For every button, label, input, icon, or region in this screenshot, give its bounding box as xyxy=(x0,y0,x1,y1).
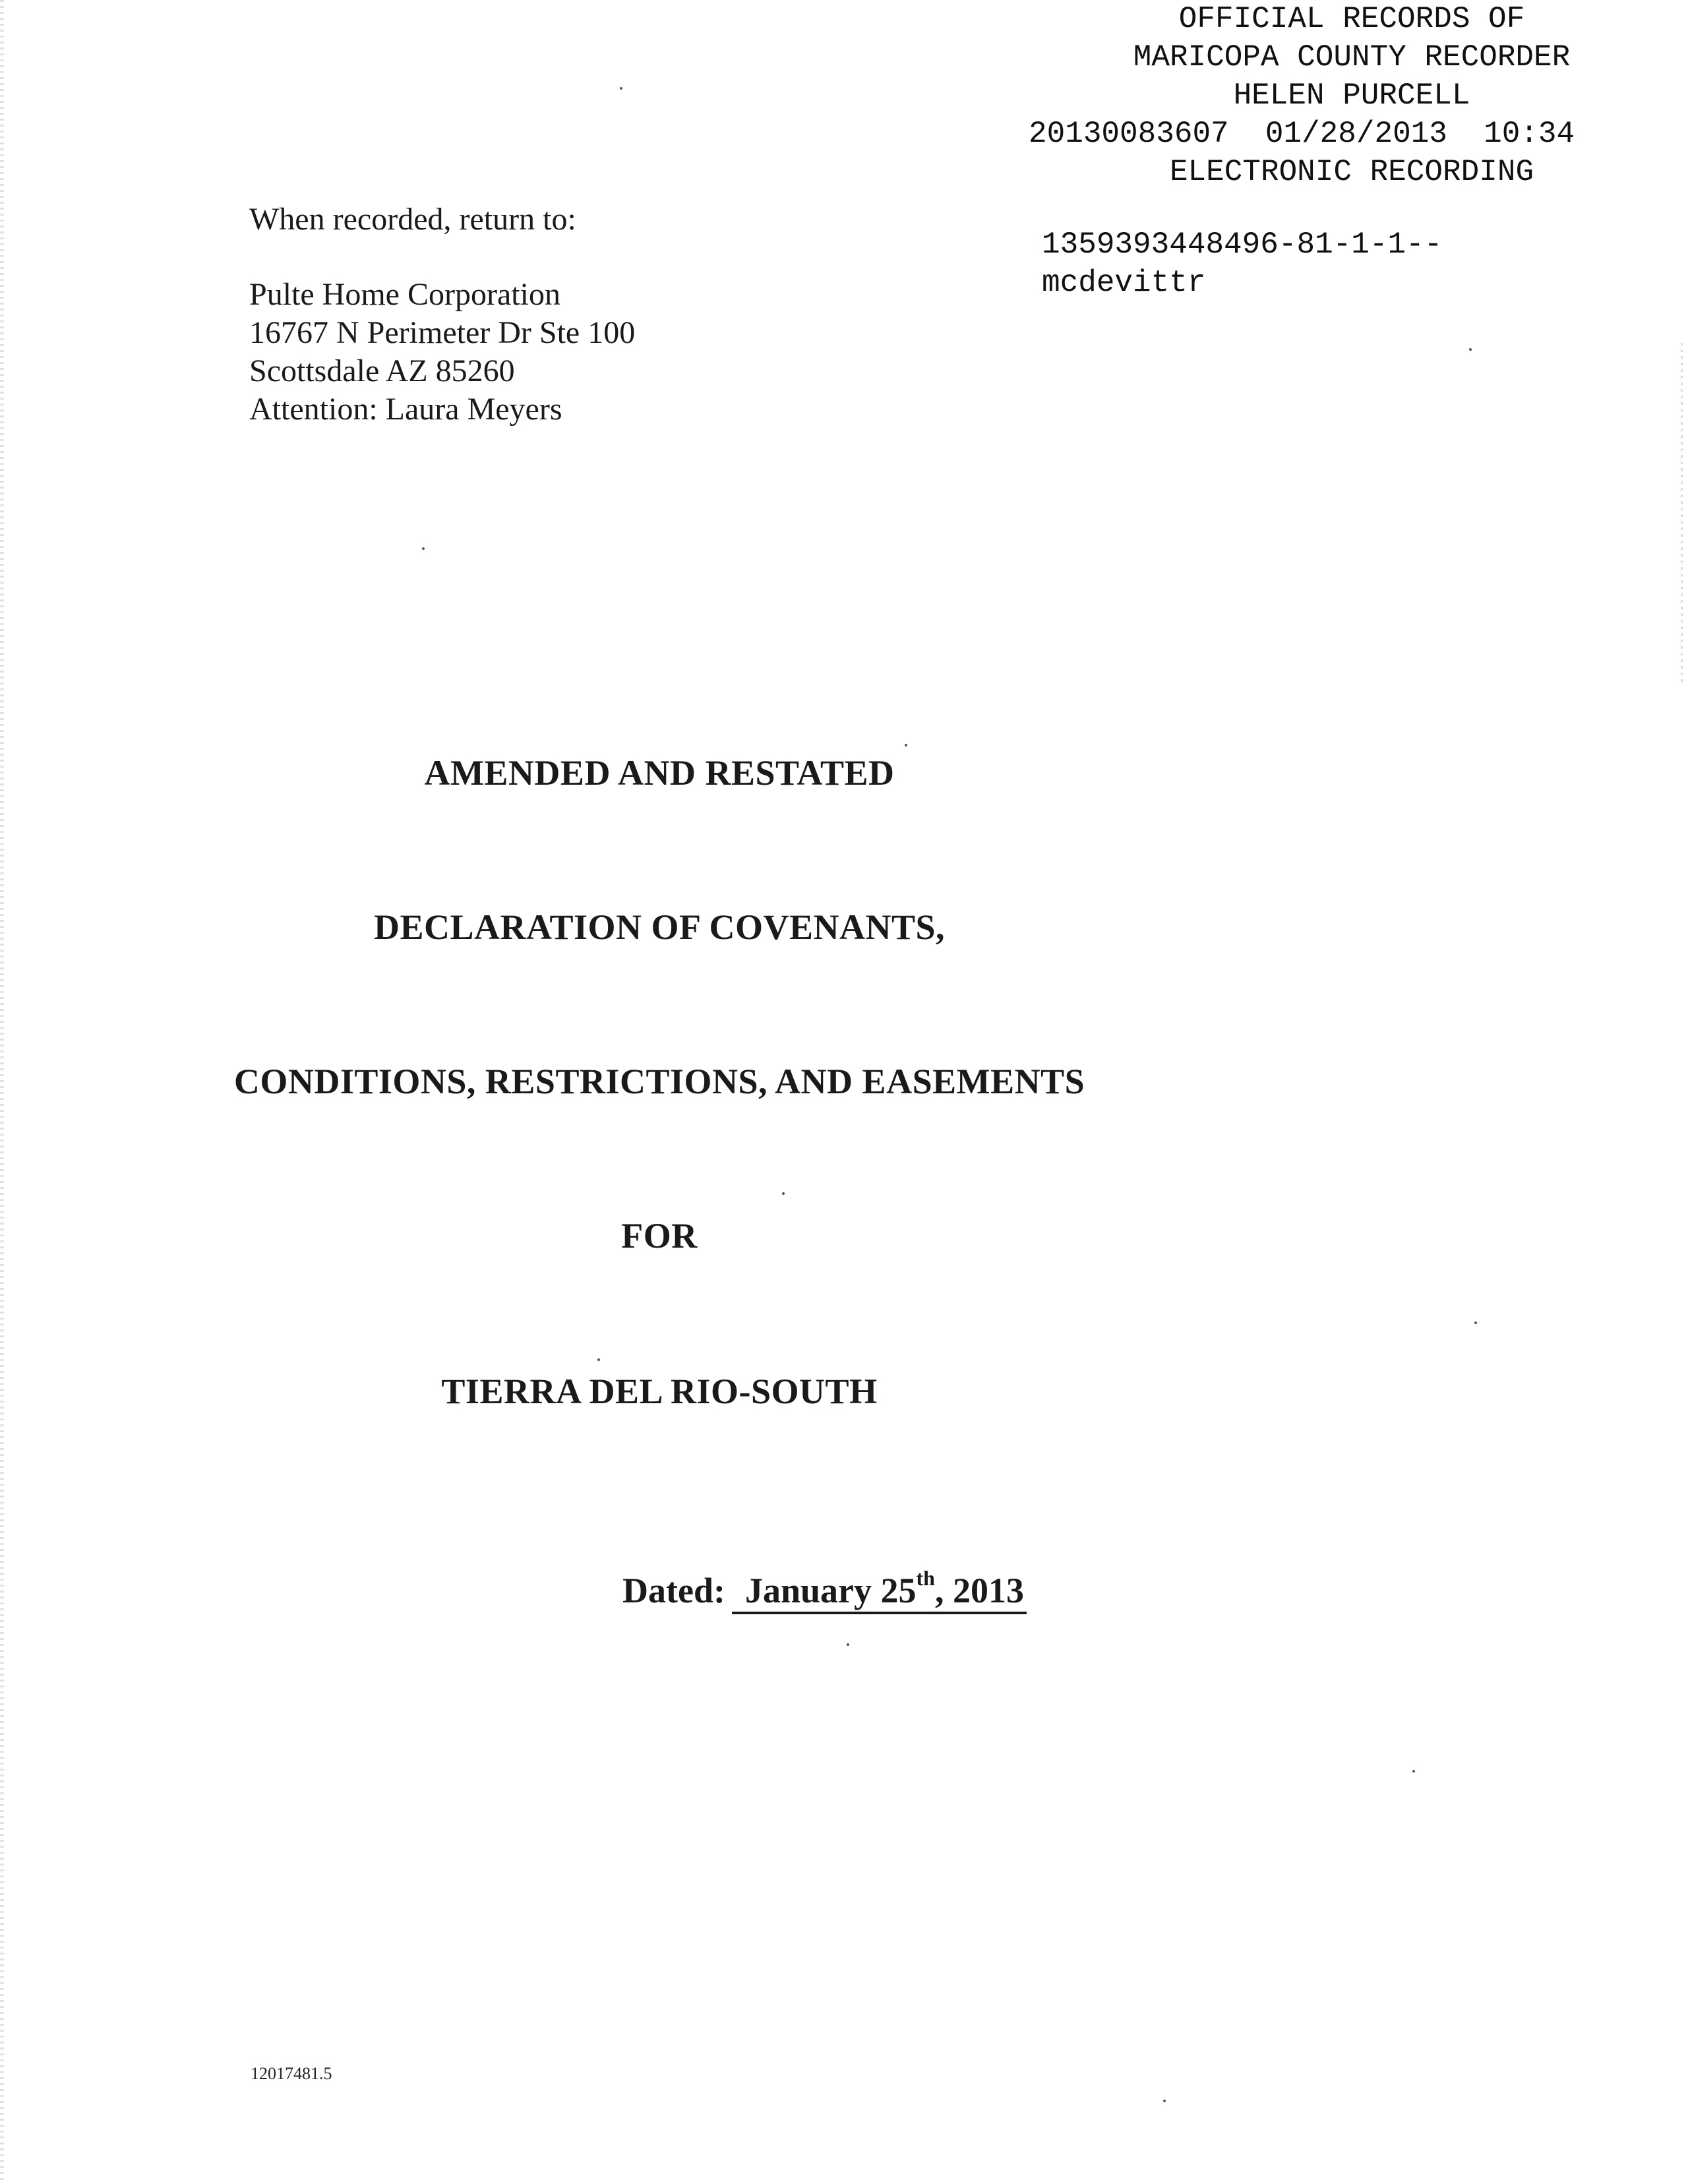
return-to-name: Pulte Home Corporation xyxy=(249,277,560,312)
dated-month-day: January 25 xyxy=(744,1571,917,1610)
return-to-label: When recorded, return to: xyxy=(249,202,576,237)
dated-label: Dated: xyxy=(622,1571,725,1610)
scan-speck xyxy=(1412,1770,1415,1773)
recorder-stamp xyxy=(1029,0,1675,191)
title-line-3: CONDITIONS, RESTRICTIONS, AND EASEMENTS xyxy=(233,1062,1085,1101)
title-line-4: FOR xyxy=(621,1216,698,1256)
title-line-1: AMENDED AND RESTATED xyxy=(424,753,895,793)
scan-speck xyxy=(1474,1321,1477,1324)
scan-speck xyxy=(782,1192,785,1195)
stamp-reference xyxy=(1042,226,1442,302)
return-to-block xyxy=(249,200,635,429)
scan-speck xyxy=(905,744,907,746)
scan-speck xyxy=(422,547,425,550)
scan-speck xyxy=(620,87,622,90)
dated-ordinal: th xyxy=(916,1566,935,1590)
stamp-line-2: MARICOPA COUNTY RECORDER xyxy=(1133,40,1571,75)
stamp-reference-id: 1359393448496-81-1-1-- xyxy=(1042,228,1443,262)
title-line-2: DECLARATION OF COVENANTS, xyxy=(373,907,946,947)
return-to-street: 16767 N Perimeter Dr Ste 100 xyxy=(249,315,636,350)
return-to-attention: Attention: Laura Meyers xyxy=(249,392,562,427)
scan-speck xyxy=(597,1358,600,1361)
stamp-line-5: ELECTRONIC RECORDING xyxy=(1169,155,1534,189)
dated-line xyxy=(622,1566,1027,1614)
dated-value xyxy=(732,1566,1027,1614)
stamp-recorded-by: mcdevittr xyxy=(1042,266,1206,300)
scan-speck xyxy=(1469,348,1472,351)
stamp-line-4: 20130083607 01/28/2013 10:34 xyxy=(1029,117,1575,151)
dated-year: , 2013 xyxy=(934,1571,1024,1610)
stamp-line-1: OFFICIAL RECORDS OF xyxy=(1178,2,1525,36)
title-line-5: TIERRA DEL RIO-SOUTH xyxy=(441,1372,878,1411)
scan-speck xyxy=(1163,2100,1166,2102)
stamp-line-3: HELEN PURCELL xyxy=(1233,78,1470,113)
footer-doc-number: 12017481.5 xyxy=(251,2064,332,2083)
scan-speck xyxy=(847,1643,849,1646)
return-to-city: Scottsdale AZ 85260 xyxy=(249,353,515,388)
scan-edge-right xyxy=(1681,343,1683,686)
